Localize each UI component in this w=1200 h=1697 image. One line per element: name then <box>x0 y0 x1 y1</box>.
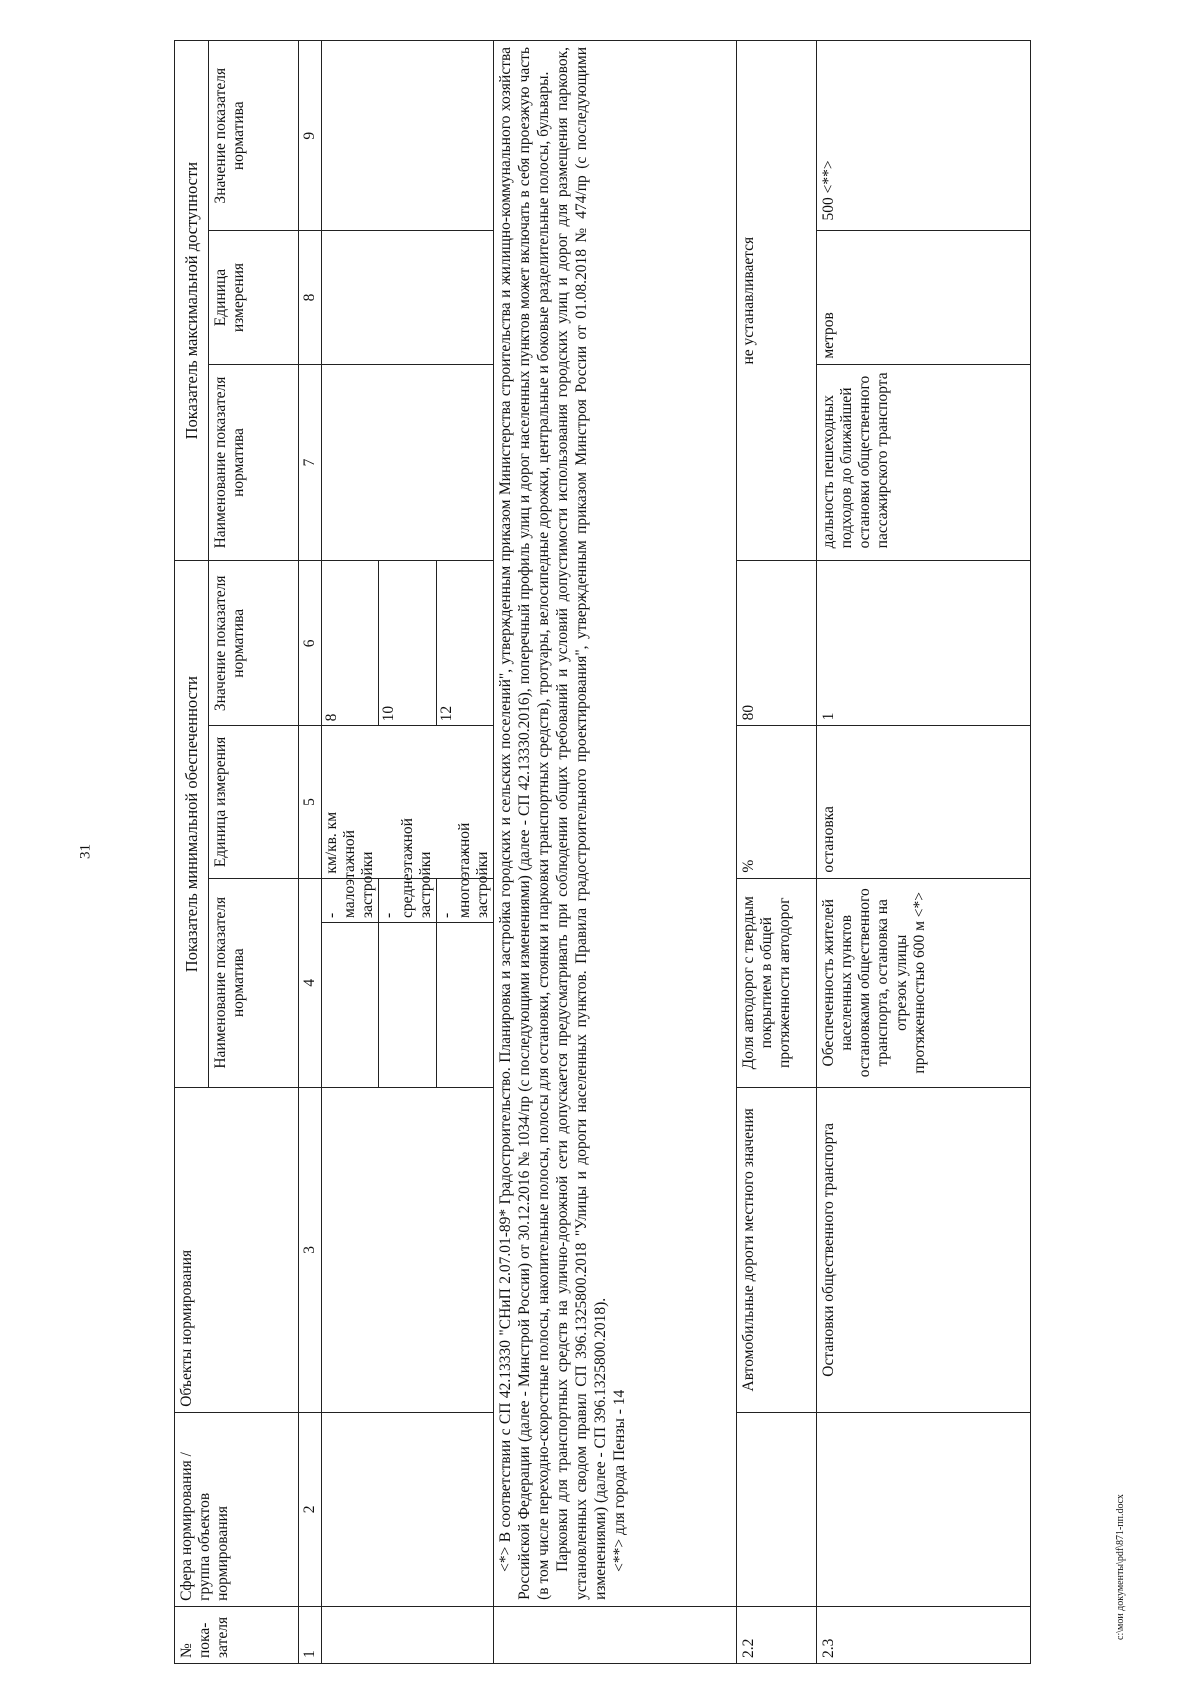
density-value: 12 <box>436 561 493 726</box>
density-name: - многоэтажной застройки <box>436 878 493 922</box>
indicator-unit: % <box>737 726 817 878</box>
indicator-name: Доля автодорог с твердым покрытием в общей протяженности автодорог <box>737 878 817 1087</box>
col-number: 5 <box>299 726 322 878</box>
col-number: 3 <box>299 1087 322 1412</box>
col-number: 8 <box>299 231 322 364</box>
header-sphere: Сфера нормирования / группа объектов нормирования <box>175 1412 299 1606</box>
density-unit: км/кв. км <box>322 726 494 878</box>
norms-table <box>174 40 1031 1664</box>
header-objects: Объекты нормирования <box>175 1087 299 1412</box>
table-header-row <box>175 41 209 1664</box>
density-row <box>322 41 379 1664</box>
footnote-paragraph: Парковки для транспортных средств на улично-дорожной сети допускается предусматривать при соблюдении общих требований и условий допустимости использования городских улиц и дорог для размещения парковок, установленных сводом правил СП 396.1325800.2018 "Улицы и дороги населенных пунктов. Правила градостроительного проектирования", утвержденным приказом Минстроя России от 01.08.2018 № 474/пр (с последующими изменениями) (далее - СП 396.1325800.2018). <box>553 47 609 1600</box>
header-unit: Единица измерения <box>209 726 299 878</box>
indicator-value: 1 <box>817 561 1031 726</box>
header-value: Значение показателя норматива <box>209 561 299 726</box>
col-number: 1 <box>299 1606 322 1663</box>
header-number: № пока-зателя <box>175 1606 299 1663</box>
footnote-paragraph: <**> для города Пензы - 14 <box>610 1389 628 1572</box>
indicator-name: Обеспеченность жителей населенных пунктов остановками общественного транспорта, остановка на отрезок улицы протяженностью 600 м <*> <box>817 878 1031 1087</box>
header-name-max: Наименование показателя норматива <box>209 364 299 561</box>
indicator-unit: остановка <box>817 726 1031 878</box>
density-name: - среднеэтажной застройки <box>379 878 436 922</box>
footnote-paragraph: <*> В соответствии с СП 42.13330 "СНиП 2.07.01-89* Градостроительство. Планировка и застройка городских и сельских поселений", утвержденным приказом Министерства строительства и жилищно-коммунального хозяйства Российской Федерации (далее - Минстрой России) от 30.12.2016 № 1034/пр (с последующими изменениями) (далее - СП 42.13330.2016), поперечный профиль улиц и дорог населенных пунктов может включать в себя проезжую часть (в том числе переходно-скоростные полосы, накопительные полосы, полосы для остановки, стоянки и парковки транспортных средств), тротуары, велосипедные дорожки, центральные и боковые разделительные полосы, бульвары. <box>497 47 552 1600</box>
page-number: 31 <box>77 844 94 859</box>
header-min-provision: Показатель минимальной обеспеченности <box>175 561 209 1088</box>
density-name: - малоэтажной застройки <box>322 878 379 922</box>
header-value-max: Значение показателя норматива <box>209 41 299 231</box>
max-accessibility-not-set: не устанавливается <box>737 41 817 561</box>
density-value: 8 <box>322 561 379 726</box>
col-number: 7 <box>299 364 322 561</box>
table-row <box>817 41 1031 1664</box>
column-numbers-row <box>299 41 322 1664</box>
header-name: Наименование показателя норматива <box>209 878 299 1087</box>
density-value: 10 <box>379 561 436 726</box>
table-row <box>737 41 817 1664</box>
max-indicator-name: дальность пешеходных подходов до ближайшей остановки общественного пассажирского транспорта <box>817 364 1031 561</box>
col-number: 2 <box>299 1412 322 1606</box>
norm-object: Автомобильные дороги местного значения <box>737 1087 817 1412</box>
footnote-text <box>494 41 737 1607</box>
max-indicator-unit: метров <box>817 231 1031 364</box>
note-row <box>494 41 737 1664</box>
indicator-value: 80 <box>737 561 817 726</box>
header-max-accessibility: Показатель максимальной доступности <box>175 41 209 561</box>
max-indicator-value: 500 <**> <box>817 41 1031 231</box>
header-unit-max: Единица измерения <box>209 231 299 364</box>
row-number: 2.2 <box>737 1606 817 1663</box>
norm-object: Остановки общественного транспорта <box>817 1087 1031 1412</box>
footer-file-path: c:\мои документы\pdf\871-пп.docx <box>1115 1494 1126 1640</box>
rotated-page-content <box>174 40 1031 1664</box>
col-number: 6 <box>299 561 322 726</box>
col-number: 9 <box>299 41 322 231</box>
col-number: 4 <box>299 878 322 1087</box>
row-number: 2.3 <box>817 1606 1031 1663</box>
